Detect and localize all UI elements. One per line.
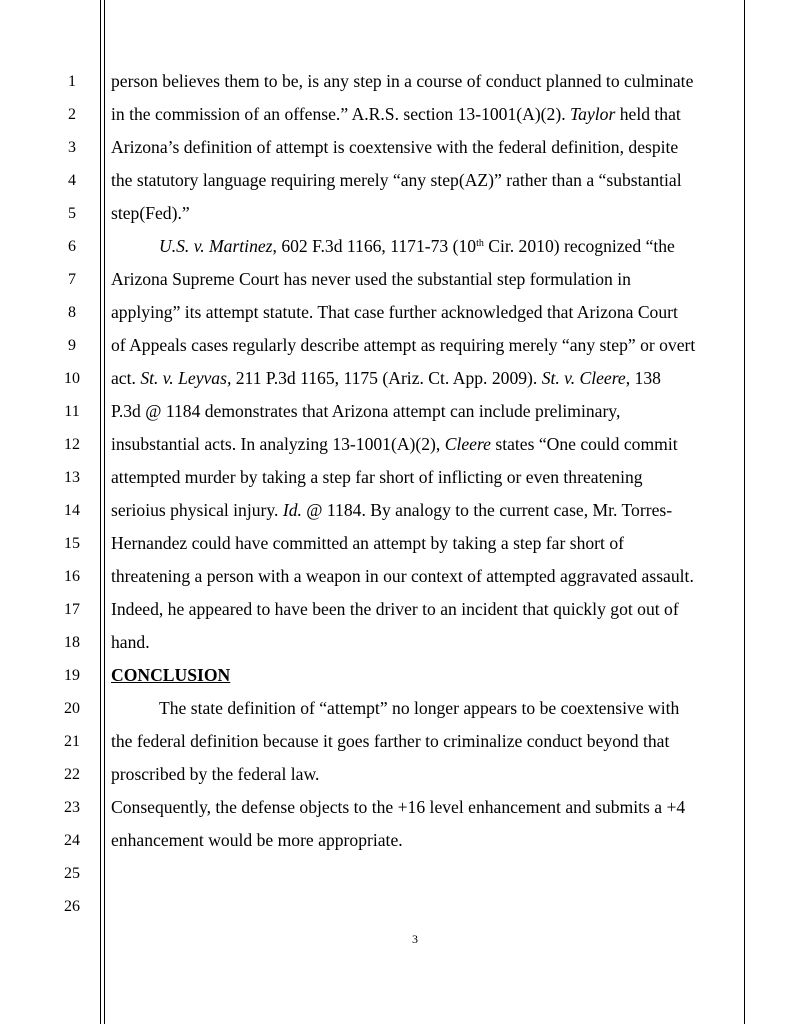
text-line-13: attempted murder by taking a step far short of inflicting or even threatening — [111, 467, 643, 487]
text-line-2: in the commission of an offense.” A.R.S. section 13-1001(A)(2). Taylor held that — [111, 104, 681, 124]
text-line-4: the statutory language requiring merely “any step(AZ)” rather than a “substantial — [111, 170, 682, 190]
line-number: 25 — [64, 865, 80, 882]
case-name: Taylor — [570, 104, 616, 124]
page-number: 3 — [412, 932, 418, 946]
line-number: 6 — [68, 238, 76, 255]
line-number: 14 — [64, 502, 80, 519]
line-number: 20 — [64, 700, 80, 717]
text-line-22: proscribed by the federal law. — [111, 764, 320, 784]
text-line-14: serioius physical injury. Id. @ 1184. By analogy to the current case, Mr. Torres- — [111, 500, 673, 520]
line-number: 9 — [68, 337, 76, 354]
line-number: 19 — [64, 667, 80, 684]
line-number: 17 — [64, 601, 80, 618]
line-number: 1 — [68, 73, 76, 90]
case-name: St. v. Cleere — [541, 368, 626, 388]
line-number: 15 — [64, 535, 80, 552]
text-line-11: P.3d @ 1184 demonstrates that Arizona attempt can include preliminary, — [111, 401, 621, 421]
text-line-8: applying” its attempt statute. That case further acknowledged that Arizona Court — [111, 302, 678, 322]
line-number: 22 — [64, 766, 80, 783]
line-number: 7 — [68, 271, 76, 288]
text-line-15: Hernandez could have committed an attempt by taking a step far short of — [111, 533, 624, 553]
text-line-23: Consequently, the defense objects to the +16 level enhancement and submits a +4 — [111, 797, 686, 817]
line-number: 10 — [64, 370, 80, 387]
case-name: U.S. v. Martinez — [159, 236, 273, 256]
line-number: 26 — [64, 898, 80, 915]
text-line-12: insubstantial acts. In analyzing 13-1001(A)(2), Cleere states “One could commit — [111, 434, 678, 454]
text-line-1: person believes them to be, is any step in a course of conduct planned to culminate — [111, 71, 694, 91]
text-line-9: of Appeals cases regularly describe attempt as requiring merely “any step” or overt — [111, 335, 696, 355]
line-number: 5 — [68, 205, 76, 222]
line-number: 8 — [68, 304, 76, 321]
line-number: 2 — [68, 106, 76, 123]
ordinal-superscript: th — [476, 238, 484, 249]
left-margin-rule-outer — [100, 0, 101, 1024]
citation-id: Id. — [282, 500, 302, 520]
text-line-16: threatening a person with a weapon in our context of attempted aggravated assault. — [111, 566, 694, 586]
section-heading: CONCLUSION — [111, 665, 231, 685]
line-number: 13 — [64, 469, 80, 486]
text-line-17: Indeed, he appeared to have been the driver to an incident that quickly got out of — [111, 599, 679, 619]
right-margin-rule — [744, 0, 745, 1024]
case-name: St. v. Leyvas, — [140, 368, 232, 388]
line-number: 21 — [64, 733, 80, 750]
line-number: 11 — [64, 403, 80, 420]
left-margin-rule-inner — [104, 0, 105, 1024]
text-line-5: step(Fed).” — [111, 203, 190, 223]
line-number: 23 — [64, 799, 80, 816]
text-line-21: the federal definition because it goes farther to criminalize conduct beyond that — [111, 731, 670, 751]
line-number: 3 — [68, 139, 76, 156]
line-number: 24 — [64, 832, 80, 849]
text-line-10: act. St. v. Leyvas, 211 P.3d 1165, 1175 (Ariz. Ct. App. 2009). St. v. Cleere, 138 — [111, 368, 661, 388]
text-line-24: enhancement would be more appropriate. — [111, 830, 403, 850]
line-number: 4 — [68, 172, 76, 189]
text-line-20: The state definition of “attempt” no longer appears to be coextensive with — [159, 698, 680, 718]
line-number: 16 — [64, 568, 80, 585]
text-line-6: U.S. v. Martinez, 602 F.3d 1166, 1171-73 (10th Cir. 2010) recognized “the — [159, 236, 675, 256]
text-line-7: Arizona Supreme Court has never used the substantial step formulation in — [111, 269, 631, 289]
line-number: 12 — [64, 436, 80, 453]
line-number: 18 — [64, 634, 80, 651]
case-name: Cleere — [444, 434, 491, 454]
text-line-18: hand. — [111, 632, 150, 652]
text-line-3: Arizona’s definition of attempt is coextensive with the federal definition, despite — [111, 137, 679, 157]
